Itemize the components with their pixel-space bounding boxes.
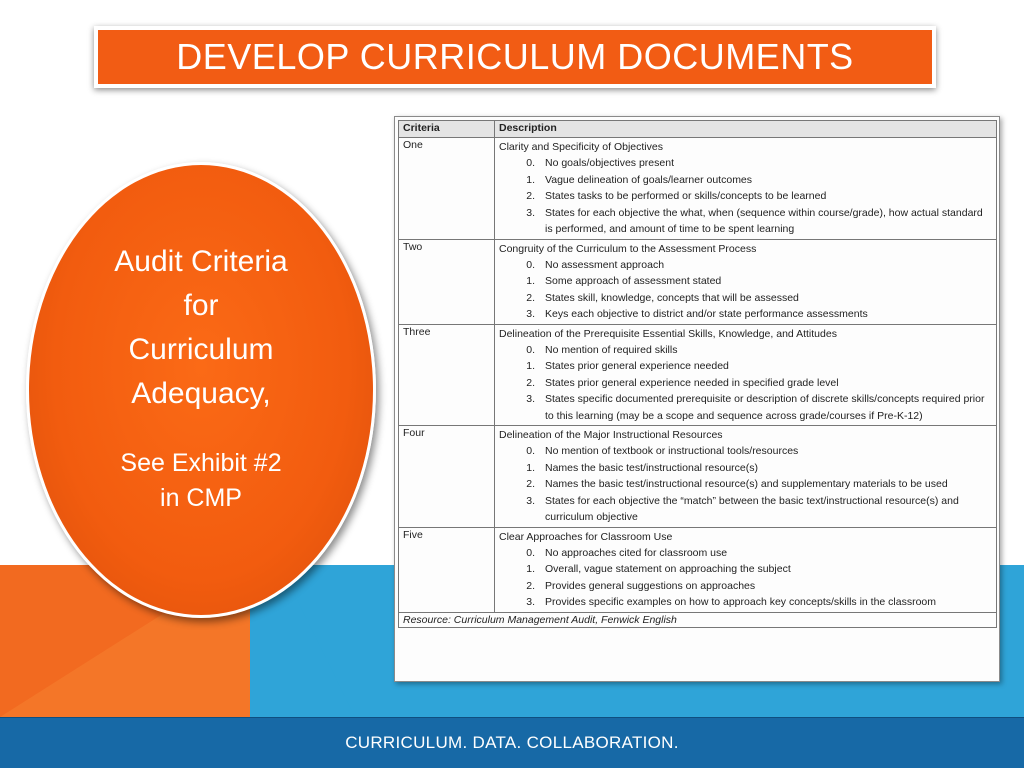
description-item [499,545,992,562]
callout-line-3: Curriculum [128,333,274,366]
criteria-cell: One [399,138,495,240]
criteria-cell: Four [399,426,495,528]
slide-title-banner [94,26,936,88]
item-text: Names the basic test/instructional resource(s) [545,461,758,474]
item-number: 0. [526,258,535,271]
item-number: 2. [526,579,535,592]
item-number: 2. [526,291,535,304]
item-text: Names the basic test/instructional resource(s) and supplementary materials to be used [545,478,948,490]
description-item [499,460,992,477]
description-cell [495,239,997,324]
table-row [399,426,997,528]
item-number: 3. [526,393,535,405]
description-item [499,172,992,189]
column-header-criteria: Criteria [399,121,495,138]
item-text: States prior general experience needed in specified grade level [545,376,839,389]
description-item [499,391,992,424]
item-number: 1. [526,173,535,186]
criteria-cell: Five [399,527,495,612]
table-row [399,239,997,324]
callout-line-4: Adequacy, [131,377,271,410]
item-text: Keys each objective to district and/or state performance assessments [545,308,868,320]
description-title: Clear Approaches for Classroom Use [499,530,673,543]
table-body [399,138,997,613]
callout-text [70,240,332,516]
description-item [499,594,992,611]
description-item [499,155,992,172]
description-cell [495,426,997,528]
callout-line-1: Audit Criteria [114,245,288,278]
criteria-table-image [394,116,1000,682]
item-text: States prior general experience needed [545,360,729,372]
description-item [499,257,992,274]
item-number: 2. [526,190,535,202]
item-text: Provides specific examples on how to approach key concepts/skills in the classroom [545,596,937,608]
item-text: States tasks to be performed or skills/concepts to be learned [545,190,827,202]
description-item [499,443,992,460]
description-item [499,273,992,290]
table-row [399,527,997,612]
description-item [499,205,992,238]
item-number: 1. [526,563,535,575]
item-number: 0. [526,445,535,457]
item-number: 3. [526,494,535,507]
table-resource-row [399,612,997,627]
item-text: No approaches cited for classroom use [545,546,728,559]
item-number: 1. [526,275,535,287]
footer-bar [0,717,1024,768]
description-title: Congruity of the Curriculum to the Assessment Process [499,242,757,255]
description-item [499,493,992,526]
description-cell [495,324,997,426]
item-text: States specific documented prerequisite or description of discrete skills/concepts required prior to this learning (may be a scope and sequence across grade/courses if Pre-K-12) [545,393,985,422]
description-title: Clarity and Specificity of Objectives [499,141,663,153]
item-number: 0. [526,343,535,356]
description-item [499,290,992,307]
footer-tagline: CURRICULUM. DATA. COLLABORATION. [345,733,679,752]
criteria-table [398,120,997,628]
item-text: States for each objective the “match” between the basic text/instructional resource(s) and curriculum objective [545,494,959,523]
description-title: Delineation of the Prerequisite Essential Skills, Knowledge, and Attitudes [499,327,837,340]
item-number: 1. [526,461,535,474]
description-cell [495,138,997,240]
item-number: 2. [526,478,535,490]
description-item [499,306,992,323]
description-item [499,476,992,493]
item-text: Vague delineation of goals/learner outcomes [545,173,753,186]
item-text: States for each objective the what, when (sequence within course/grade), how actual standard is performed, and amount of time to be spent learning [545,206,983,235]
criteria-cell: Three [399,324,495,426]
item-text: No assessment approach [545,258,665,271]
description-item [499,342,992,359]
criteria-cell: Two [399,239,495,324]
item-number: 3. [526,206,535,219]
callout-sub-2: in CMP [160,484,242,512]
item-text: Provides general suggestions on approaches [545,579,756,592]
description-item [499,358,992,375]
description-title: Delineation of the Major Instructional Resources [499,429,723,441]
item-number: 3. [526,308,535,320]
item-number: 1. [526,360,535,372]
description-item [499,561,992,578]
resource-citation: Resource: Curriculum Management Audit, Fenwick English [399,612,997,627]
column-header-description: Description [495,121,997,138]
item-text: Some approach of assessment stated [545,275,722,287]
description-item [499,375,992,392]
callout-line-2: for [183,289,219,322]
table-header-row [399,121,997,138]
description-item [499,188,992,205]
item-text: No mention of required skills [545,343,678,356]
item-text: Overall, vague statement on approaching the subject [545,563,791,575]
table-row [399,324,997,426]
slide-title: DEVELOP CURRICULUM DOCUMENTS [176,36,854,77]
callout-sub-1: See Exhibit #2 [120,449,282,477]
item-number: 0. [526,546,535,559]
item-text: No mention of textbook or instructional tools/resources [545,445,799,457]
item-number: 3. [526,596,535,608]
item-number: 2. [526,376,535,389]
item-text: States skill, knowledge, concepts that will be assessed [545,291,799,304]
item-number: 0. [526,157,535,169]
description-cell [495,527,997,612]
description-item [499,578,992,595]
table-row [399,138,997,240]
item-text: No goals/objectives present [545,157,674,169]
